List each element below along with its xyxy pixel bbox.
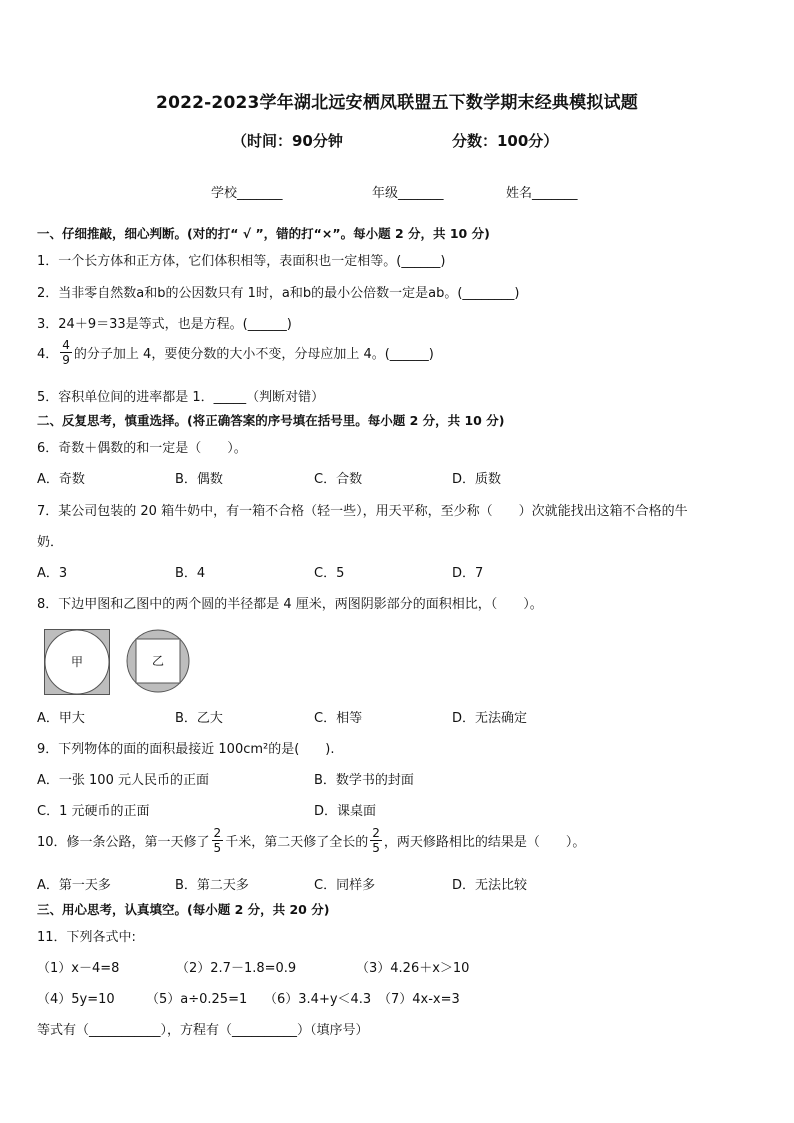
question-3: 3．24＋9＝33是等式，也是方程。(______) (37, 317, 292, 332)
q7-option-d: D．7 (452, 566, 484, 581)
q7-option-c: C．5 (314, 566, 345, 581)
q8-option-a: A．甲大 (37, 711, 85, 726)
q10-option-c: C．同样多 (314, 878, 376, 893)
q10-option-d: D．无法比较 (452, 878, 528, 893)
q10-option-a: A．第一天多 (37, 878, 111, 893)
section2-heading: 二、反复思考，慎重选择。(将正确答案的序号填在括号里。每小题 2 分，共 10 分) (37, 413, 505, 428)
page-title: 2022-2023学年湖北远安栖凤联盟五下数学期末经典模拟试题 (156, 93, 638, 113)
question-10-middle: 千米，第二天修了全长的 (225, 835, 369, 850)
q9-option-b: B．数学书的封面 (314, 773, 414, 788)
question-6: 6．奇数＋偶数的和一定是（ ）。 (37, 441, 247, 456)
q9-option-d: D．课桌面 (314, 804, 377, 819)
question-1: 1．一个长方体和正方体，它们体积相等，表面积也一定相等。(______) (37, 254, 446, 269)
fraction-numerator: 4 (62, 338, 70, 352)
section3-heading: 三、用心思考，认真填空。(每小题 2 分，共 20 分) (37, 902, 330, 917)
fraction-4-9 (60, 338, 72, 367)
q11-answer-line: 等式有（___________），方程有（__________）（填序号） (37, 1023, 369, 1038)
fraction-denominator: 5 (372, 841, 380, 855)
q7-option-b: B．4 (175, 566, 206, 581)
question-10-prefix: 10．修一条公路，第一天修了 (37, 835, 210, 850)
fraction-2-5-second (370, 826, 382, 855)
yi-label: 乙 (151, 654, 164, 668)
fraction-numerator: 2 (213, 826, 222, 840)
q11-item-6: （6）3.4+y＜4.3 (264, 992, 372, 1007)
q8-option-d: D．无法确定 (452, 711, 528, 726)
fraction-denominator: 5 (213, 841, 222, 855)
question-10-suffix: ，两天修路相比的结果是（ ）。 (383, 835, 586, 850)
name-field: 姓名_______ (506, 186, 578, 201)
q9-option-a: A．一张 100 元人民币的正面 (37, 773, 209, 788)
q11-item-3: （3）4.26＋x＞10 (356, 961, 470, 976)
question-11: 11．下列各式中: (37, 930, 136, 945)
q11-item-4: （4）5y=10 (37, 992, 115, 1007)
fraction-denominator: 9 (62, 353, 70, 367)
q8-option-c: C．相等 (314, 711, 363, 726)
question-7-line1: 7．某公司包装的 20 箱牛奶中，有一箱不合格（轻一些），用天平称，至少称（ ）次就能找出这箱不合格的牛 (37, 504, 688, 519)
grade-field: 年级_______ (372, 186, 444, 201)
question-9: 9．下列物体的面的面积最接近 100cm²的是( ). (37, 742, 335, 757)
question-10 (37, 826, 585, 855)
q11-item-7: （7）4x-x=3 (378, 992, 460, 1007)
q9-option-c: C．1 元硬币的正面 (37, 804, 150, 819)
question-2: 2．当非零自然数a和b的公因数只有 1时，a和b的最小公倍数一定是ab。(________) (37, 286, 520, 301)
figure-yi (126, 629, 190, 693)
q11-item-1: （1）x－4=8 (37, 961, 120, 976)
q11-item-2: （2）2.7－1.8=0.9 (176, 961, 297, 976)
section1-heading: 一、仔细推敲，细心判断。(对的打“ √ ”，错的打“×”。每小题 2 分，共 10 分) (37, 226, 490, 241)
fraction-2-5-first (212, 826, 224, 855)
q10-option-b: B．第二天多 (175, 878, 249, 893)
figure-jia (44, 629, 110, 695)
q6-option-d: D．质数 (452, 472, 502, 487)
q7-option-a: A．3 (37, 566, 68, 581)
exam-time: （时间：90分钟 (232, 132, 343, 150)
question-7-line2: 奶． (37, 535, 64, 550)
q6-option-a: A．奇数 (37, 472, 85, 487)
question-4-prefix: 4． (37, 347, 59, 362)
question-4-text: 的分子加上 4，要使分数的大小不变，分母应加上 4。(______) (73, 347, 434, 362)
q8-option-b: B．乙大 (175, 711, 223, 726)
jia-label: 甲 (70, 655, 83, 669)
fraction-numerator: 2 (372, 826, 380, 840)
question-8: 8．下边甲图和乙图中的两个圆的半径都是 4 厘米，两图阴影部分的面积相比，（ ）。 (37, 597, 543, 612)
q6-option-b: B．偶数 (175, 472, 223, 487)
q6-option-c: C．合数 (314, 472, 363, 487)
question-4 (37, 338, 434, 367)
school-field: 学校_______ (211, 186, 283, 201)
q11-item-5: （5）a÷0.25=1 (146, 992, 248, 1007)
question-5: 5．容积单位间的进率都是 1．_____（判断对错） (37, 390, 325, 405)
exam-score: 分数：100分） (452, 132, 559, 150)
